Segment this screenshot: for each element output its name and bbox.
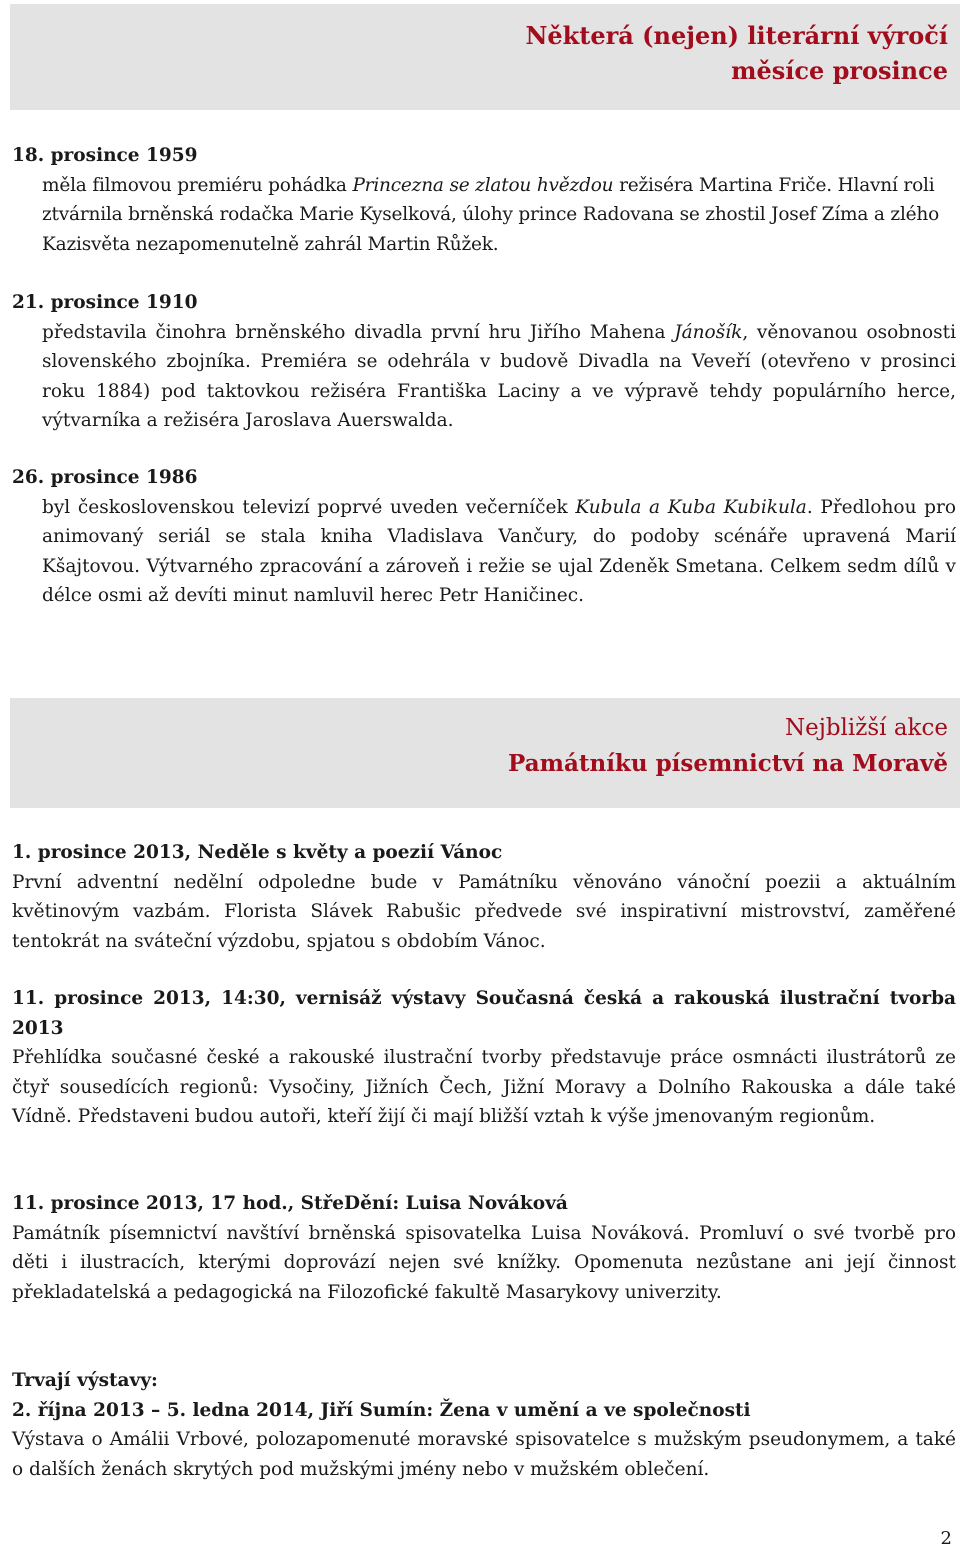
anniversaries-header-line1: Některá (nejen) literární výročí [525,21,948,50]
event-heading: 11. prosince 2013, 14:30, vernisáž výstavy Současná česká a rakouská ilustrační tvorba 2013 [12,988,956,1039]
event-text: Památník písemnictví navštíví brněnská spisovatelka Luisa Nováková. Promluví o své tvorbě pro děti i ilustracích, kterými doprovází nejen své knížky. Opomenuta nezůstane ani její činnost překladatelská a pedagogická na Filozofické fakultě Masarykovy univerzity. [12,1222,956,1303]
events-header-line2: Památníku písemnictví na Moravě [508,750,948,777]
anniversaries-header-line2: měsíce prosince [731,56,948,85]
anniversary-item [12,141,956,259]
exhibitions-section [12,1366,956,1484]
anniversary-text-a: představila činohra brněnského divadla první hru Jiřího Mahena [42,321,675,343]
events-header [10,698,960,808]
event-item [12,984,956,1132]
event-heading: 11. prosince 2013, 17 hod., StřeDění: Luisa Nováková [12,1193,568,1214]
anniversary-title: Jánošík [674,321,743,343]
exhibition-text: Výstava o Amálii Vrbové, polozapomenuté moravské spisovatelce s mužským pseudonymem, a také o dalších ženách skrytých pod mužskými jmény nebo v mužském oblečení. [12,1429,956,1480]
anniversary-item [12,288,956,436]
anniversary-text-b: , věnovanou osobnosti slovenského zbojníka. Premiéra se odehrála v budově Divadla na Veveří (otevřeno v prosinci roku 1884) pod taktovkou režiséra Františka Laciny a ve výpravě tehdy populárního herce, výtvarníka a režiséra Jaroslava Auerswalda. [42,321,956,431]
anniversary-text-a: měla filmovou premiéru pohádka [42,174,353,196]
exhibition-heading: 2. října 2013 – 5. ledna 2014, Jiří Sumín: Žena v umění a ve společnosti [12,1399,751,1421]
page-number: 2 [940,1528,952,1549]
anniversary-item [12,463,956,611]
event-text: Přehlídka současné české a rakouské ilustrační tvorby představuje práce osmnácti ilustrátorů ze čtyř sousedících regionů: Vysočiny, Jižních Čech, Jižní Moravy a Dolního Rakouska a dále také Vídně. Představeni budou autoři, kteří žijí či mají bližší vztah k výše jmenovaným regionům. [12,1047,956,1127]
event-item [12,838,956,956]
event-heading: 1. prosince 2013, Neděle s květy a poezií Vánoc [12,842,503,863]
anniversaries-header [10,4,960,110]
anniversary-text [12,171,956,260]
anniversary-text-b: . Předlohou pro animovaný seriál se stala kniha Vladislava Vančury, do podoby scénáře upravená Marií Kšajtovou. Výtvarného zpracování a zároveň i režie se ujal Zdeněk Smetana. Celkem sedm dílů v délce osmi až devíti minut namluvil herec Petr Haničinec. [42,496,956,606]
anniversary-text [12,318,956,436]
exhibitions-label: Trvají výstavy: [12,1370,158,1391]
anniversary-date: 21. prosince 1910 [12,292,198,313]
anniversary-title: Princezna se zlatou hvězdou [352,174,614,196]
anniversary-text-a: byl československou televizí poprvé uveden večerníček [42,496,576,518]
anniversary-date: 18. prosince 1959 [12,145,198,166]
anniversary-date: 26. prosince 1986 [12,467,198,488]
anniversary-text [12,493,956,611]
event-text: První adventní nedělní odpoledne bude v Památníku věnováno vánoční poezii a aktuálním květinovým vazbám. Florista Slávek Rabušic předvede své inspirativní mistrovství, zaměřené tentokrát na sváteční výzdobu, spjatou s obdobím Vánoc. [12,871,956,952]
anniversary-title: Kubula a Kuba Kubikula [575,496,807,518]
event-item [12,1189,956,1307]
anniversary-text-b: režiséra Martina Friče. Hlavní roli ztvárnila brněnská rodačka Marie Kyselková, úlohy prince Radovana se zhostil Josef Zíma a zlého Kazisvěta nezapomenutelně zahrál Martin Růžek. [42,174,940,255]
events-header-line1: Nejbližší akce [784,715,948,741]
